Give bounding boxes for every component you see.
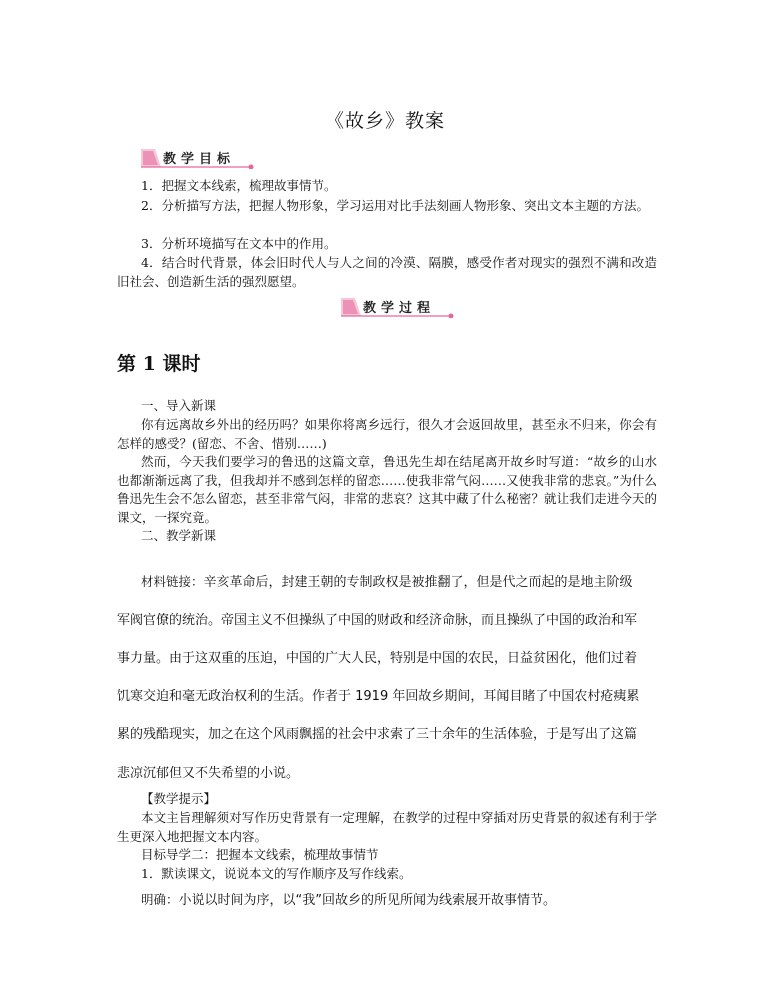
- clarify-line: [117, 891, 657, 911]
- section-tag-label: 教学目标: [163, 152, 236, 167]
- document-title: 《故乡》教案: [324, 110, 445, 132]
- section-tag-goals: [141, 147, 256, 169]
- intro-heading: 一、导入新课: [141, 398, 217, 413]
- section-tag-process: [341, 296, 456, 318]
- clarify-text: 小说以时间为序，以“我”回故乡的所见所闻为线索展开故事情节。: [178, 893, 556, 908]
- clarify-label: 明确：: [141, 892, 179, 907]
- material-line: 悲凉沉郁但又不失希望的小说。: [117, 766, 300, 781]
- material-line: 军阀官僚的统治。帝国主义不但操纵了中国的财政和经济命脉，而且操纵了中国的政治和军: [117, 613, 638, 628]
- material-line: 饥寒交迫和毫无政治权利的生活。作者于 1919 年回故乡期间，耳闻目睹了中国农村疮痍累: [117, 689, 640, 704]
- material-text: 辛亥革命后，封建王朝的专制政权是被推翻了，但是代之而起的是地主阶级: [203, 575, 633, 590]
- material-line: 事力量。由于这双重的压迫，中国的广大人民，特别是中国的农民，日益贫困化，他们过着: [117, 651, 638, 666]
- goal-item-1: 1．把握文本线索，梳理故事情节。: [141, 178, 337, 193]
- section-tag-label: 教学过程: [363, 301, 436, 316]
- new-lesson-heading: 二、教学新课: [141, 528, 217, 543]
- intro-paragraph-1: 你有远离故乡外出的经历吗？如果你将离乡远行，很久才会返回故里，甚至永不归来，你会有怎样的感受？(留恋、不舍、惜别……): [117, 417, 657, 451]
- goal-item-2: 2．分析描写方法，把握人物形象，学习运用对比手法刻画人物形象、突出文本主题的方法。: [141, 198, 649, 213]
- material-label: 材料链接：: [141, 574, 204, 589]
- goal2-heading: 目标导学二：把握本文线索，梳理故事情节: [141, 847, 379, 862]
- tip-heading: 【教学提示】: [141, 791, 217, 806]
- tip-text: 本文主旨理解须对写作历史背景有一定理解，在教学的过程中穿插对历史背景的叙述有利于学生更深入地把握文本内容。: [117, 810, 657, 844]
- material-line: 累的残酷现实，加之在这个风雨飘摇的社会中求索了三十余年的生活体验，于是写出了这篇: [117, 727, 638, 742]
- intro-paragraph-2: 然而，今天我们要学习的鲁迅的这篇文章，鲁迅先生却在结尾离开故乡时写道：“故乡的山水也都渐渐远离了我，但我却并不感到怎样的留恋……使我非常气闷……又使我非常的悲哀。”为什么鲁迅先生会不怎么留恋，甚至非常气闷，非常的悲哀？这其中藏了什么秘密？就让我们走进今天的课文，一探究竟。: [117, 454, 657, 525]
- goal-item-3: 3．分析环境描写在文本中的作用。: [141, 236, 337, 251]
- goal2-item-1: 1．默读课文，说说本文的写作顺序及写作线索。: [141, 866, 412, 881]
- material-line: [141, 571, 633, 590]
- lesson-heading: 第 1 课时: [117, 353, 201, 375]
- goal-item-4: 4．结合时代背景，体会旧时代人与人之间的冷漠、隔膜，感受作者对现实的强烈不满和改造旧社会、创造新生活的强烈愿望。: [117, 255, 657, 289]
